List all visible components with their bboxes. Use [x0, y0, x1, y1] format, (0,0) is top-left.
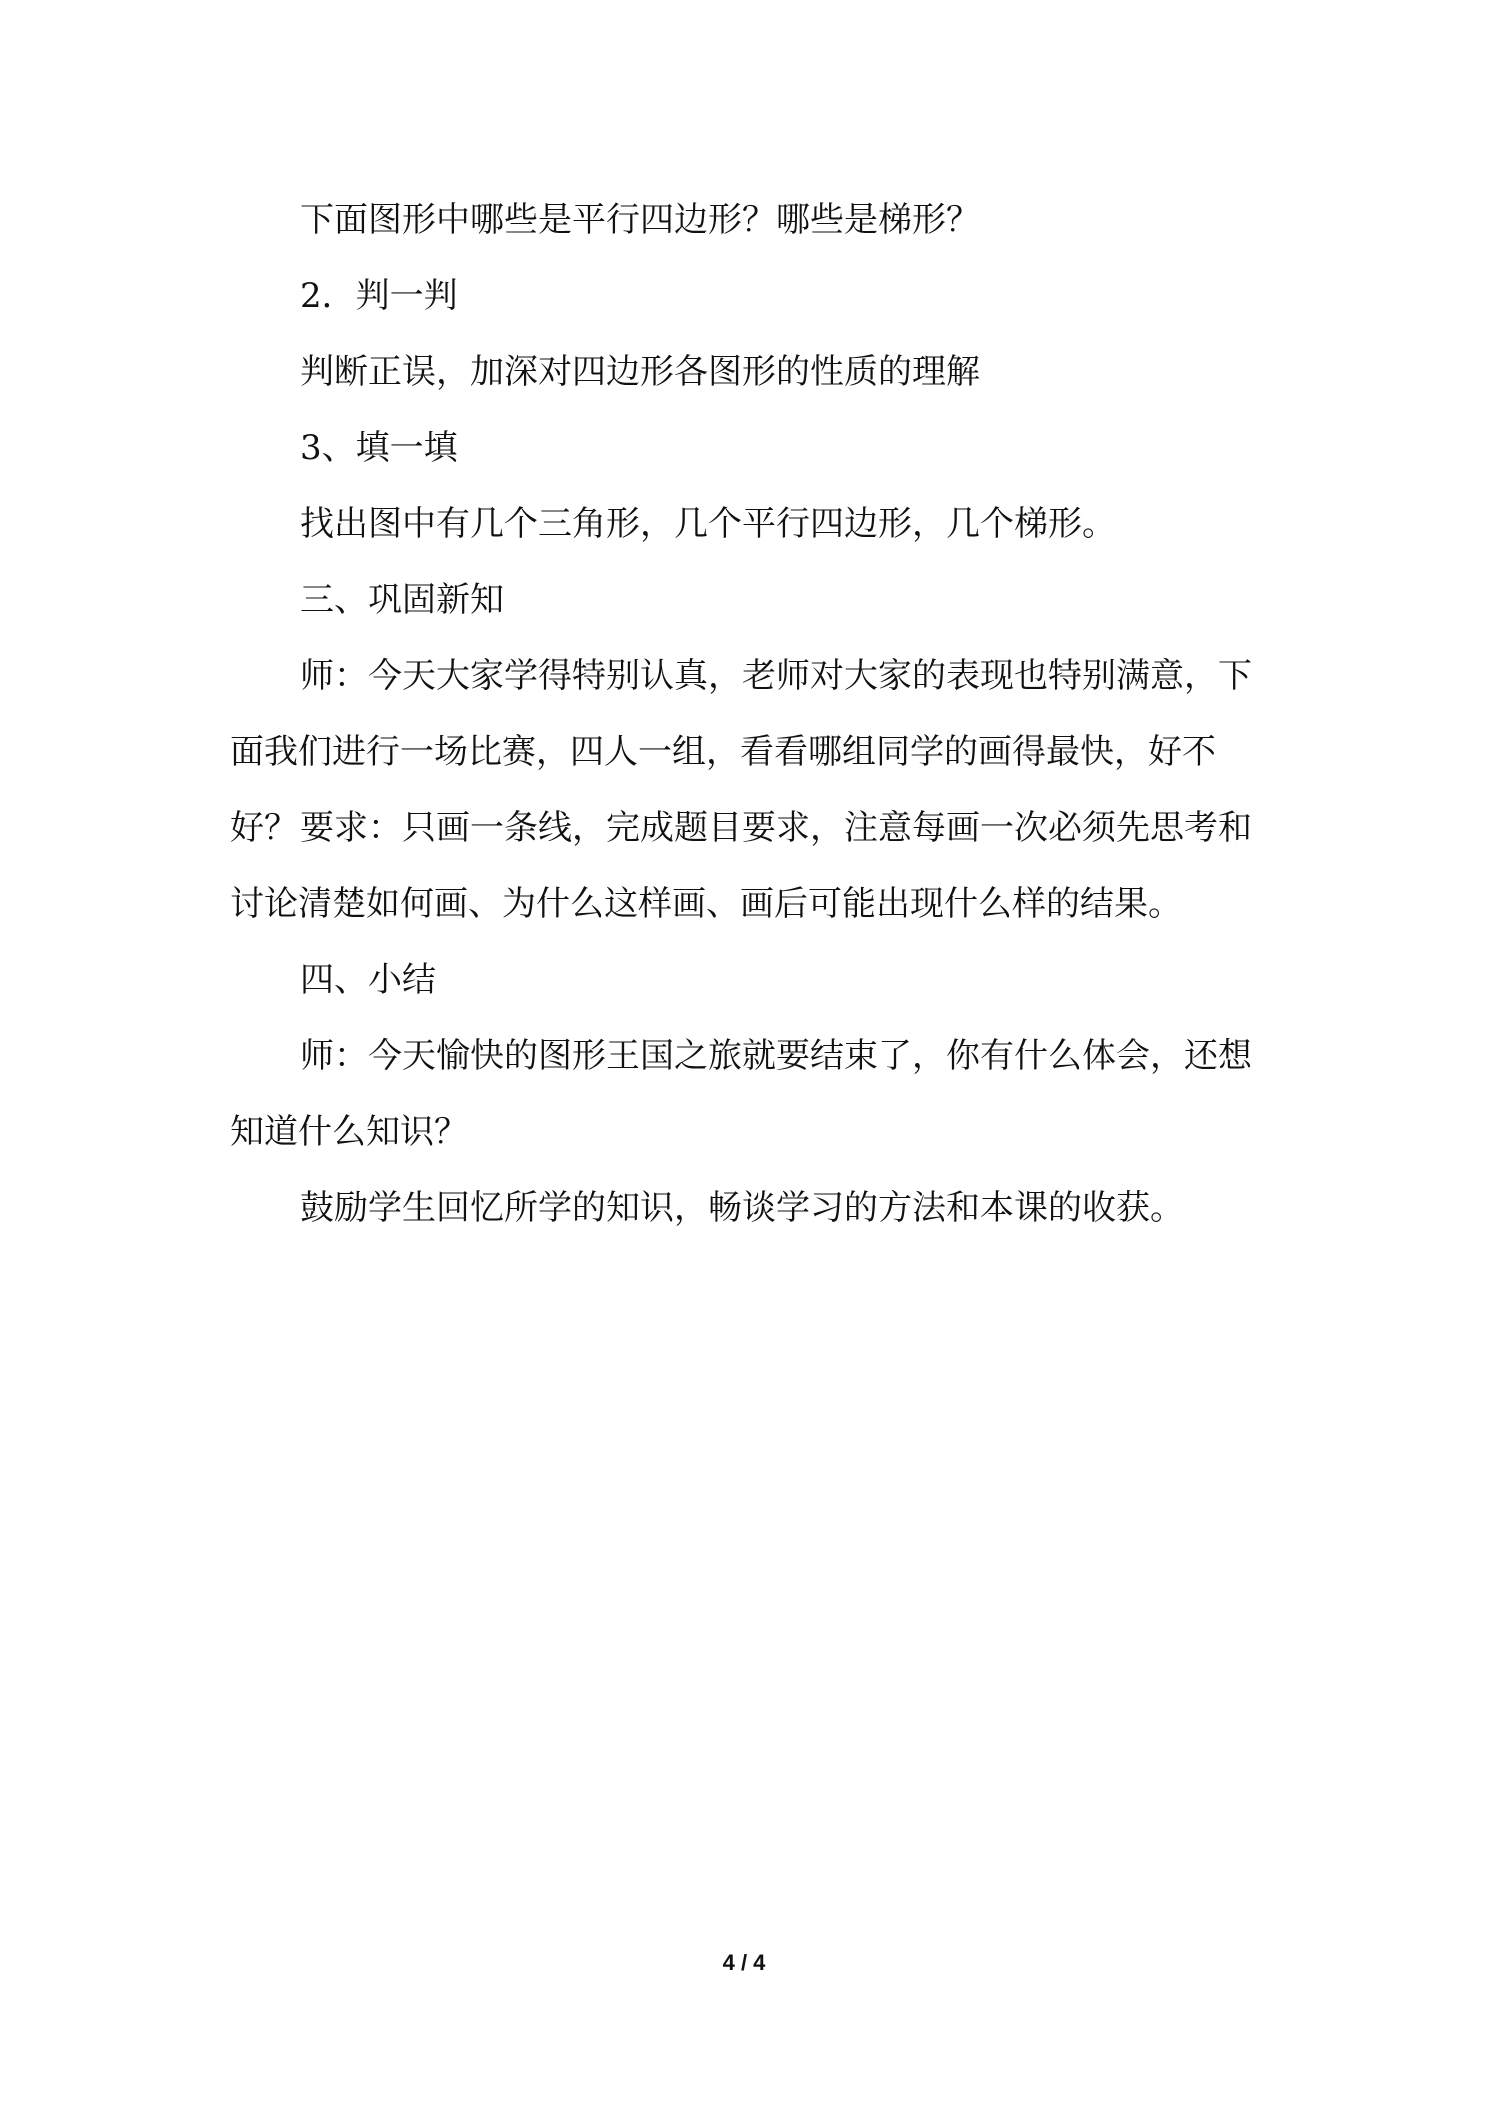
paragraph-teacher-summary: 师：今天愉快的图形王国之旅就要结束了，你有什么体会，还想知道什么知识？: [230, 1036, 1252, 1152]
page-number: 4 / 4: [722, 1950, 766, 1975]
section-heading-summary: 四、小结: [300, 960, 436, 1000]
paragraph-2: 2．判一判: [300, 276, 458, 316]
paragraph-teacher-competition: 师：今天大家学得特别认真，老师对大家的表现也特别满意，下面我们进行一场比赛，四人一组，看看哪组同学的画得最快，好不好？: [230, 656, 1252, 848]
paragraph-encourage: 鼓励学生回忆所学的知识，畅谈学习的方法和本课的收获。: [300, 1188, 1184, 1228]
paragraph-3: 判断正误，加深对四边形各图形的性质的理解: [300, 352, 980, 392]
section-heading-consolidate: 三、巩固新知: [300, 580, 504, 620]
paragraph-5: 找出图中有几个三角形，几个平行四边形，几个梯形。: [300, 504, 1116, 544]
paragraph-1: 下面图形中哪些是平行四边形？哪些是梯形？: [300, 200, 980, 240]
paragraph-requirements: 要求：只画一条线，完成题目要求，注意每画一次必须先思考和讨论清楚如何画、为什么这样画、画后可能出现什么样的结果。: [230, 808, 1252, 924]
paragraph-4: 3、填一填: [300, 428, 458, 468]
